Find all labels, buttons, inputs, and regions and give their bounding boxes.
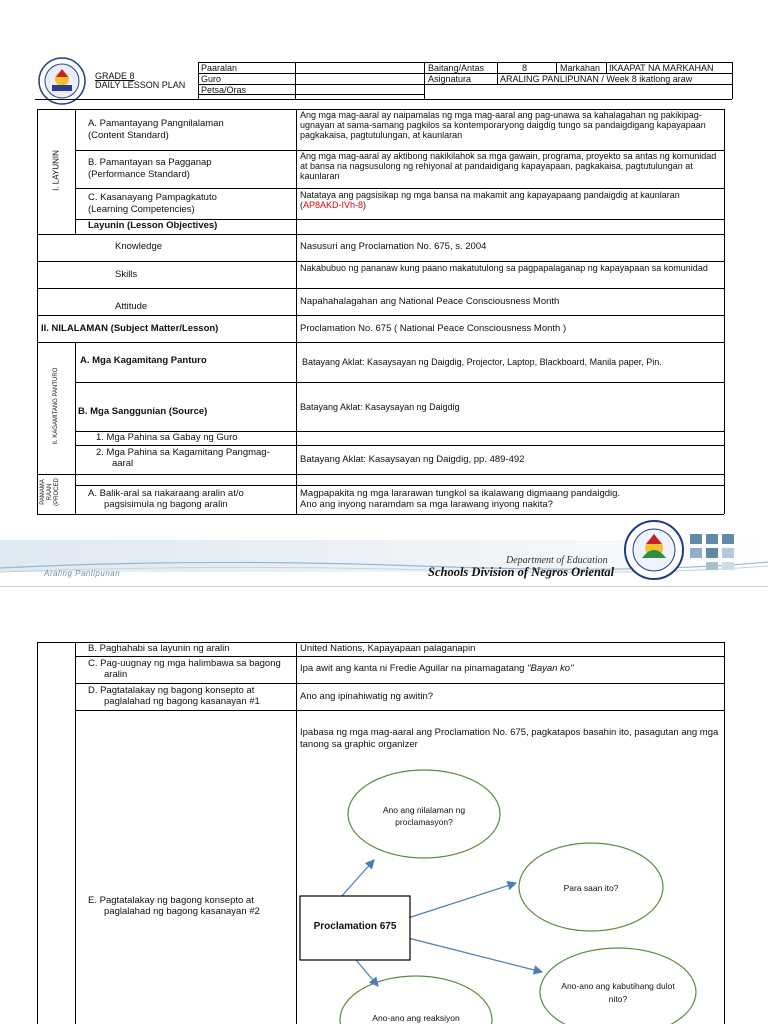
competency-label: C. Kasanayang Pampagkatuto (Learning Competencies)	[88, 192, 217, 215]
plan-title: DAILY LESSON PLAN	[95, 80, 186, 90]
paghahabi-text: United Nations, Kapayapaan palaganapin	[300, 644, 476, 654]
nilalaman-text: Proclamation No. 675 ( National Peace Consciousness Month )	[300, 324, 567, 334]
paghahabi-label: B. Paghahabi sa layunin ng aralin	[88, 644, 230, 654]
pagtatalakay-2-label: E. Pagtatalakay ng bagong konsepto at paglalahad ng bagong kasanayan #2	[88, 895, 260, 917]
objectives-label: Layunin (Lesson Objectives)	[88, 221, 218, 231]
balik-aral-label: A. Balik-aral sa nakaraang aralin at/o pagsisimula ng bagong aralin	[88, 488, 244, 510]
asignatura-value: ARALING PANLIPUNAN / Week 8 ikatlong araw	[500, 74, 693, 84]
knowledge-label: Knowledge	[115, 242, 163, 252]
kagamitan-a-text: Batayang Aklat: Kasaysayan ng Daigdig, Projector, Laptop, Blackboard, Manila paper, Pin.	[302, 357, 662, 367]
kagamitan-mag-aaral-label: 2. Mga Pahina sa Kagamitang Pangmag- aaral	[96, 447, 270, 469]
sanggunian-text: Batayang Aklat: Kasaysayan ng Daigdig	[300, 402, 460, 412]
content-std-label: A. Pamantayang Pangnilalaman (Content Standard)	[88, 118, 224, 141]
balik-aral-text: Magpapakita ng mga lararawan tungkol sa ikalawang digmaang pandaigdig. Ano ang inyong naramdam sa mga larawang inyong nakita?	[300, 488, 621, 510]
organizer-q4: Ano-ano ang reaksiyon	[372, 1013, 460, 1023]
grade-label: GRADE 8	[95, 71, 135, 81]
kagamitan-mag-aaral-text: Batayang Aklat: Kasaysayan ng Daigdig, pp. 489-492	[300, 455, 525, 465]
gabay-guro-label: 1. Mga Pahina sa Gabay ng Guro	[96, 433, 238, 443]
organizer-center: Proclamation 675	[313, 921, 397, 932]
paaralan-label: Paaralan	[201, 63, 238, 73]
pagtatalakay-1-label: D. Pagtatalakay ng bagong konsepto at paglalahad ng bagong kasanayan #1	[88, 685, 260, 707]
skills-text: Nakabubuo ng pananaw kung paano makatutulong sa pagpapalaganap ng kapayapaan sa komunidad	[300, 263, 708, 273]
content-std-text: Ang mga mag-aaral ay naipamalas ng mga mag-aaral ang pag-unawa sa kahalagahan ng pakikipag-ugnayan at sama-samang pagkilos sa kontemporaryong daigdig tungo sa pandaigdigang kapayapaan pagkakaisa, pagtutulungan, at kaunlaran	[300, 110, 706, 140]
pag-uugnay-text: Ipa awit ang kanta ni Fredie Aguilar na pinamagatang "Bayan ko"	[300, 664, 574, 674]
footer-dept: Department of Education	[506, 555, 608, 566]
footer-subject: Araling Panlipunan	[44, 569, 121, 578]
baitang-label: Baitang/Antas	[428, 63, 485, 73]
pagtatalakay-1-text: Ano ang ipinahiwatig ng awitin?	[300, 692, 434, 702]
attitude-label: Attitude	[115, 302, 148, 312]
guro-label: Guro	[201, 74, 222, 84]
markahan-value: IKAAPAT NA MARKAHAN	[609, 63, 714, 73]
markahan-label: Markahan	[560, 63, 601, 73]
pag-uugnay-label: C. Pag-uugnay ng mga halimbawa sa bagong aralin	[88, 658, 281, 680]
organizer-q2: Para saan ito?	[563, 883, 619, 893]
footer-division: Schools Division of Negros Oriental	[428, 565, 615, 579]
sanggunian-label: B. Mga Sanggunian (Source)	[78, 407, 208, 417]
competency-text: Natataya ang pagsisikap ng mga bansa na makamit ang kapayapaang pandaigdig at kaunlaran (AP8AKD-IVh-8)	[300, 190, 680, 210]
deped-seal	[38, 57, 86, 105]
kagamitan-a-label: A. Mga Kagamitang Panturo	[80, 356, 207, 366]
pagtatalakay-2-text: Ipabasa ng mga mag-aaral ang Proclamation No. 675, pagkatapos basahin ito, pasagutan ang mga tanong sa graphic organizer	[300, 727, 719, 750]
perf-std-text: Ang mga mag-aaral ay aktibong nakikilahok sa mga gawain, programa, proyekto sa antas ng komunidad at bansa na nagsusulong ng rehiyonal at pandaidigang kapayapaan, pagkakaisa, pagtutulungan at kaunlaran	[300, 151, 717, 181]
perf-std-label: B. Pamantayan sa Pagganap (Performance Standard)	[88, 157, 212, 180]
asignatura-label: Asignatura	[428, 74, 472, 84]
division-seal	[624, 520, 684, 580]
knowledge-text: Nasusuri ang Proclamation No. 675, s. 2004	[300, 242, 487, 252]
organizer-q3: Ano-ano ang kabutihang dulot nito?	[561, 981, 675, 1004]
nilalaman-label: II. NILALAMAN (Subject Matter/Lesson)	[41, 324, 219, 334]
attitude-text: Napahahalagahan ang National Peace Consciousness Month	[300, 297, 560, 307]
baitang-value: 8	[522, 63, 528, 73]
kagamitan-section: II. KAGAMITANG PANTURO	[53, 367, 59, 445]
skills-label: Skills	[115, 270, 138, 280]
competency-code: AP8AKD-IVh-8	[303, 200, 364, 210]
layunin-section: I. LAYUNIN	[51, 150, 61, 191]
pamamaraan-section: PAMAMA RAAN (PROCED	[40, 478, 60, 506]
petsa-label: Petsa/Oras	[201, 85, 247, 95]
organizer-q1: Ano ang nilalaman ng proclamasyon?	[382, 805, 466, 827]
